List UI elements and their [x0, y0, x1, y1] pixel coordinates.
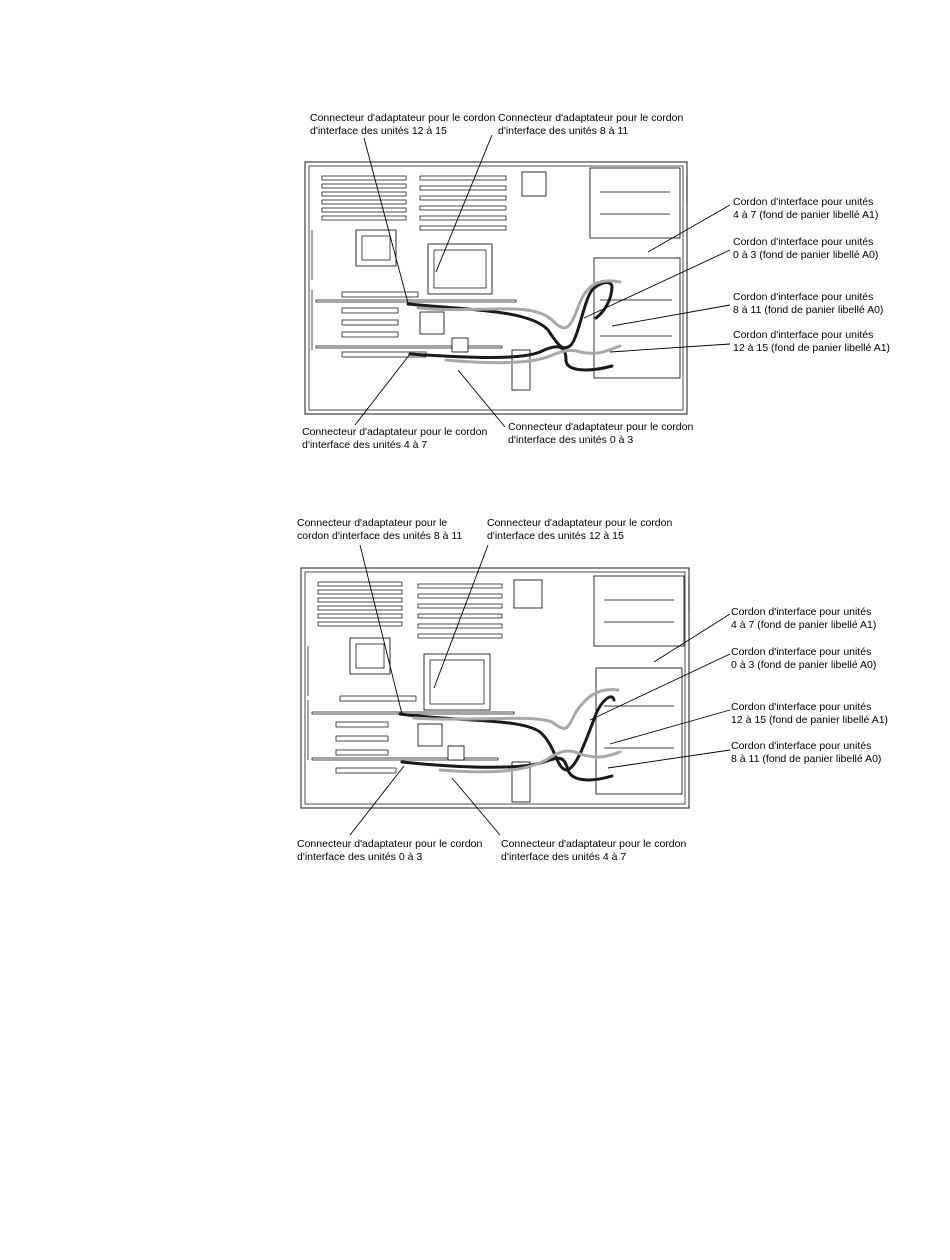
cable-routing-diagram-2 [0, 500, 950, 880]
label-connector-0-3: Connecteur d'adaptateur pour le cordon d'interface des unités 0 à 3 [297, 838, 483, 863]
drive-bay-upper [590, 168, 680, 238]
cable-routing-diagram-1 [0, 0, 950, 470]
label-cable-8-11: Cordon d'interface pour unités 8 à 11 (fond de panier libellé A0) [731, 740, 882, 765]
backplane-area [594, 258, 680, 378]
label-cable-12-15: Cordon d'interface pour unités 12 à 15 (fond de panier libellé A1) [733, 329, 891, 354]
label-connector-12-15: Connecteur d'adaptateur pour le cordon d'interface des unités 12 à 15 [310, 112, 496, 137]
label-cable-4-7: Cordon d'interface pour unités 4 à 7 (fond de panier libellé A1) [731, 606, 877, 631]
label-connector-8-11: Connecteur d'adaptateur pour le cordon d'interface des unités 8 à 11 [297, 517, 463, 542]
server-chassis-drawing-1 [0, 0, 950, 470]
cable-0-3 [402, 758, 612, 780]
label-connector-12-15: Connecteur d'adaptateur pour le cordon d'interface des unités 12 à 15 [487, 517, 673, 542]
server-chassis-drawing-2 [0, 500, 950, 880]
label-connector-4-7: Connecteur d'adaptateur pour le cordon d'interface des unités 4 à 7 [302, 426, 488, 451]
dimm-slots-left [322, 176, 406, 220]
drive-bay-upper [594, 576, 684, 646]
label-cable-0-3: Cordon d'interface pour unités 0 à 3 (fond de panier libellé A0) [731, 646, 877, 671]
leader-line [364, 138, 408, 303]
label-connector-0-3: Connecteur d'adaptateur pour le cordon d'interface des unités 0 à 3 [508, 421, 694, 446]
label-cable-12-15: Cordon d'interface pour unités 12 à 15 (fond de panier libellé A1) [731, 701, 889, 726]
label-connector-8-11: Connecteur d'adaptateur pour le cordon d'interface des unités 8 à 11 [498, 112, 684, 137]
backplane-area [596, 668, 682, 794]
dimm-slots-left [318, 582, 402, 626]
cable-4-7 [410, 347, 612, 370]
label-cable-0-3: Cordon d'interface pour unités 0 à 3 (fond de panier libellé A0) [733, 236, 879, 261]
dimm-slots-center [418, 584, 502, 638]
label-connector-4-7: Connecteur d'adaptateur pour le cordon d'interface des unités 4 à 7 [501, 838, 687, 863]
label-cable-8-11: Cordon d'interface pour unités 8 à 11 (fond de panier libellé A0) [733, 291, 884, 316]
dimm-slots-center [420, 176, 506, 230]
heat-sink [424, 654, 490, 710]
label-cable-4-7: Cordon d'interface pour unités 4 à 7 (fond de panier libellé A1) [733, 196, 879, 221]
